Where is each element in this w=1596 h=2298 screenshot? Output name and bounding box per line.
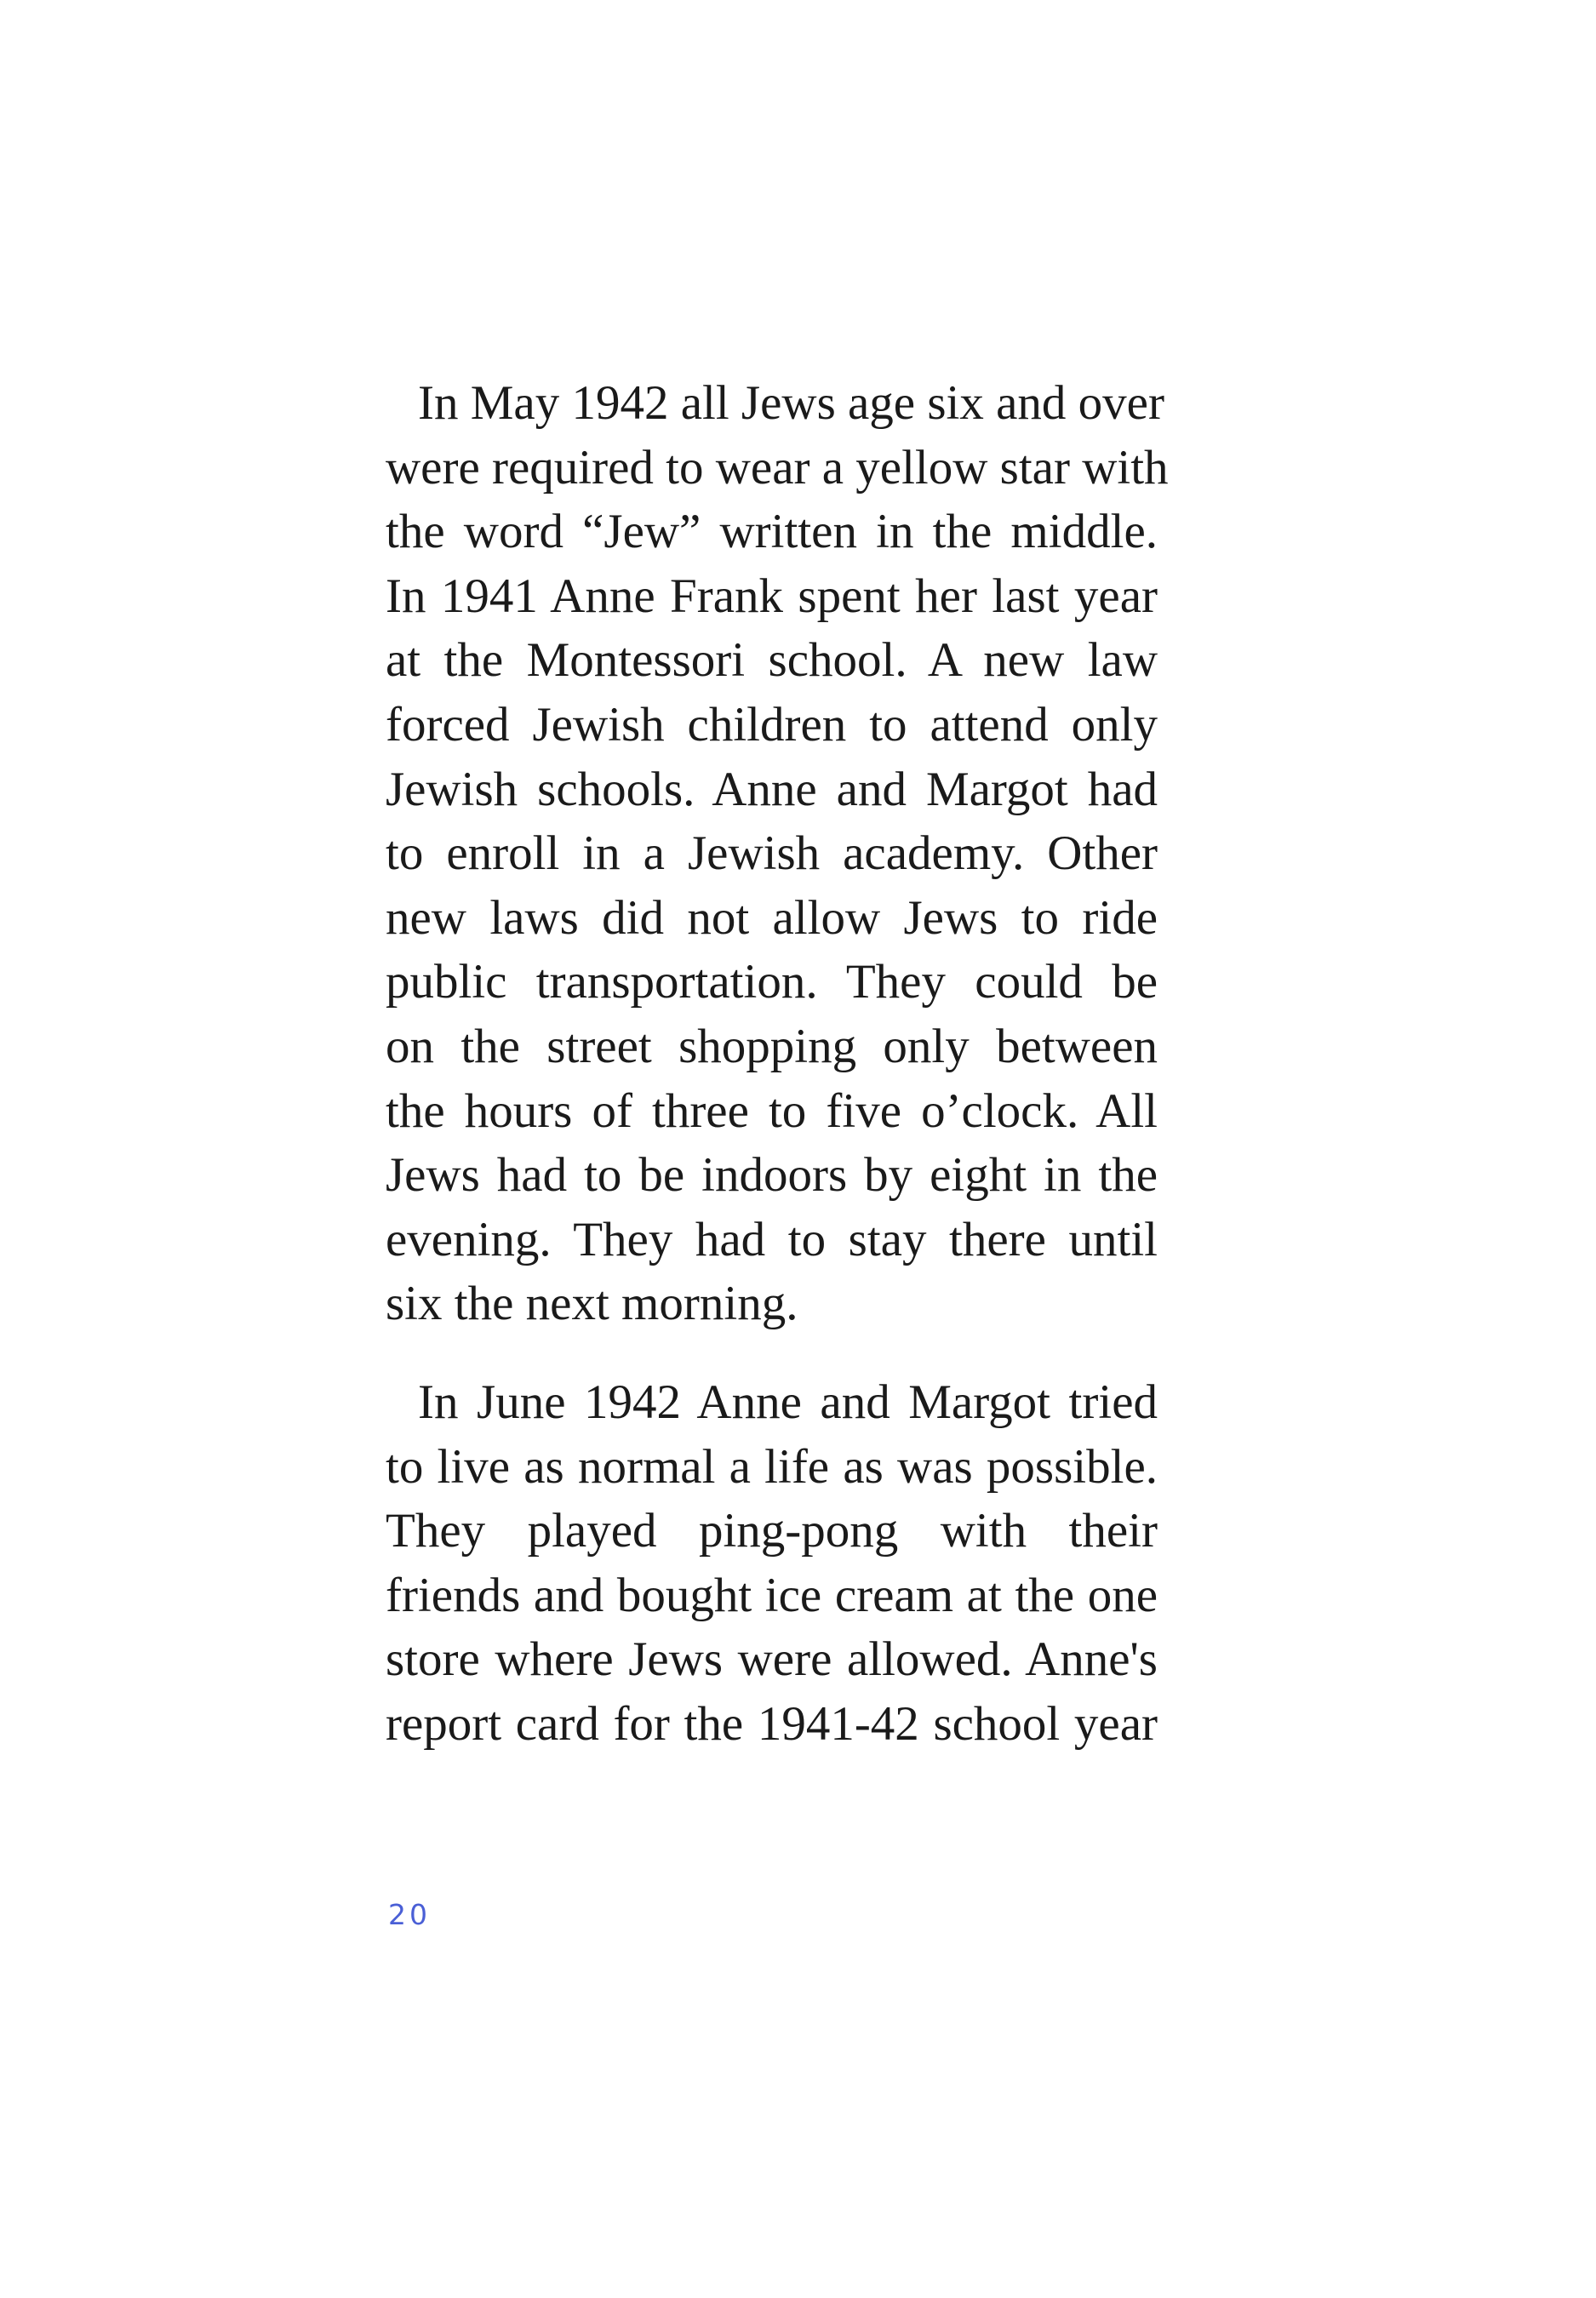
text-line: on the street shopping only between — [386, 1019, 1158, 1073]
text-line: new laws did not allow Jews to ride — [386, 890, 1158, 945]
text-line: public transportation. They could be — [386, 955, 1158, 1009]
text-line: They played ping-pong with their — [386, 1504, 1158, 1558]
text-line: were required to wear a yellow star with — [386, 440, 1169, 494]
text-line: the hours of three to five o’clock. All — [386, 1083, 1158, 1138]
paragraph-2 — [386, 1370, 1158, 1757]
page-number: 20 — [388, 1898, 431, 1931]
text-line: report card for the 1941-42 school year — [386, 1696, 1158, 1751]
text-line: In June 1942 Anne and Margot tried — [418, 1375, 1158, 1429]
body-text — [386, 371, 1169, 1756]
paragraph-1 — [386, 371, 1169, 1336]
text-line: the word “Jew” written in the middle. — [386, 505, 1158, 559]
text-line: Jews had to be indoors by eight in the — [386, 1148, 1158, 1203]
text-line: forced Jewish children to attend only — [386, 697, 1158, 752]
text-line: to live as normal a life as was possible. — [386, 1439, 1158, 1494]
text-line: to enroll in a Jewish academy. Other — [386, 826, 1158, 881]
paragraph-spacer — [386, 1336, 1158, 1370]
text-line: evening. They had to stay there until — [386, 1212, 1158, 1266]
text-line: In 1941 Anne Frank spent her last year — [386, 569, 1158, 623]
text-line: at the Montessori school. A new law — [386, 633, 1158, 688]
text-line: store where Jews were allowed. Anne's — [386, 1632, 1158, 1687]
text-line: six the next morning. — [386, 1277, 798, 1331]
text-line: Jewish schools. Anne and Margot had — [386, 762, 1158, 816]
text-line: friends and bought ice cream at the one — [386, 1568, 1158, 1622]
text-line: In May 1942 all Jews age six and over — [418, 376, 1164, 430]
